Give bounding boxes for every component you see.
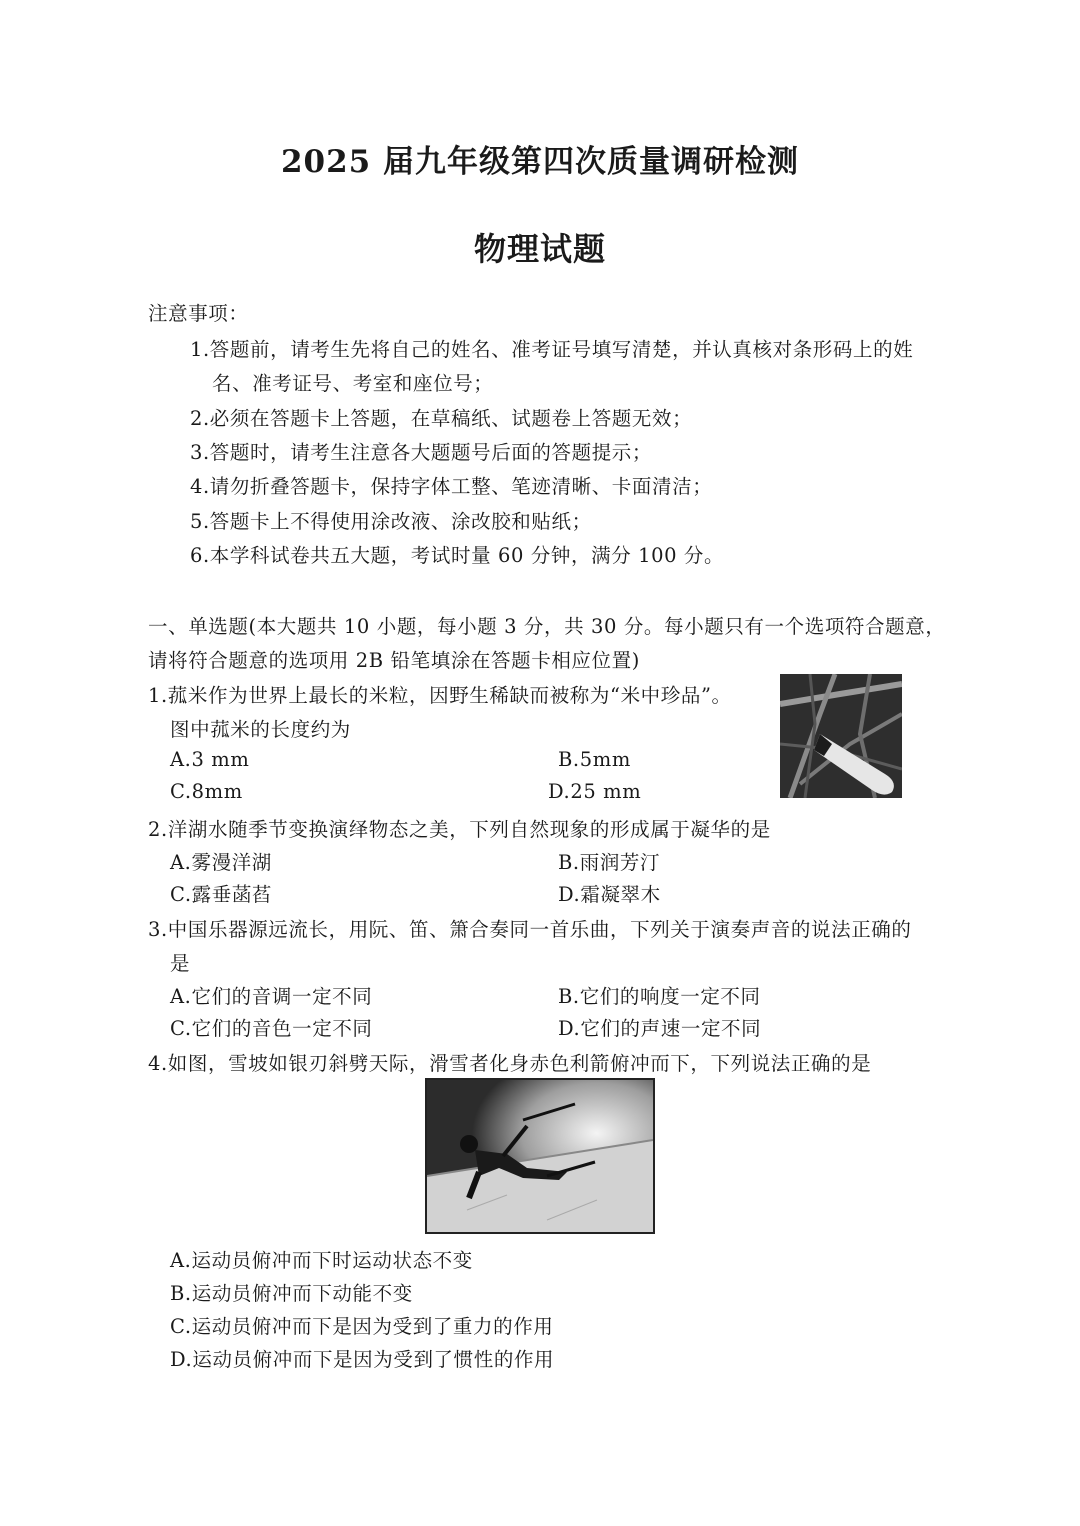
notice-item-6: 6.本学科试卷共五大题，考试时量 60 分钟，满分 100 分。: [190, 544, 725, 567]
q3-option-b: B.它们的响度一定不同: [558, 985, 761, 1008]
section1-heading: 一、单选题(本大题共 10 小题，每小题 3 分，共 30 分。每小题只有一个选项符合题意，: [148, 615, 946, 638]
q3-stem-cont: 是: [170, 952, 191, 975]
q4-option-a: A.运动员俯冲而下时运动状态不变: [170, 1249, 473, 1272]
wild-rice-photo: [780, 674, 902, 798]
q2-option-c: C.露垂菡萏: [170, 883, 273, 906]
notice-item-2: 2.必须在答题卡上答题，在草稿纸、试题卷上答题无效；: [190, 407, 693, 430]
notice-item-1: 1.答题前，请考生先将自己的姓名、准考证号填写清楚，并认真核对条形码上的姓: [190, 338, 914, 361]
q3-stem: 3.中国乐器源远流长，用阮、笛、箫合奏同一首乐曲，下列关于演奏声音的说法正确的: [148, 918, 912, 941]
q2-option-d: D.霜凝翠木: [558, 883, 661, 906]
q4-option-d: D.运动员俯冲而下是因为受到了惯性的作用: [170, 1348, 555, 1371]
q2-option-a: A.雾漫洋湖: [170, 851, 272, 874]
q1-option-b: B.5mm: [558, 748, 631, 771]
notice-item-5: 5.答题卡上不得使用涂改液、涂改胶和贴纸；: [190, 510, 592, 533]
q3-option-c: C.它们的音色一定不同: [170, 1017, 373, 1040]
notice-item-1-cont: 名、准考证号、考室和座位号；: [212, 372, 494, 395]
q1-option-a: A.3 mm: [170, 748, 250, 771]
q3-option-a: A.它们的音调一定不同: [170, 985, 373, 1008]
exam-title: 2025 届九年级第四次质量调研检测: [280, 144, 800, 180]
q4-option-b: B.运动员俯冲而下动能不变: [170, 1282, 413, 1305]
section1-heading-cont: 请将符合题意的选项用 2B 铅笔填涂在答题卡相应位置): [148, 649, 640, 672]
notice-item-4: 4.请勿折叠答题卡，保持字体工整、笔迹清晰、卡面清洁；: [190, 475, 713, 498]
q1-option-d: D.25 mm: [548, 780, 642, 803]
q1-stem: 1.菰米作为世界上最长的米粒，因野生稀缺而被称为“米中珍品”。: [148, 684, 732, 707]
subject-title: 物理试题: [473, 230, 606, 268]
q2-option-b: B.雨润芳汀: [558, 851, 661, 874]
q2-stem: 2.洋湖水随季节变换演绎物态之美，下列自然现象的形成属于凝华的是: [148, 818, 771, 841]
q4-option-c: C.运动员俯冲而下是因为受到了重力的作用: [170, 1315, 554, 1338]
q1-option-c: C.8mm: [170, 780, 243, 803]
notice-item-3: 3.答题时，请考生注意各大题题号后面的答题提示；: [190, 441, 653, 464]
skier-photo: [425, 1078, 655, 1234]
q3-option-d: D.它们的声速一定不同: [558, 1017, 762, 1040]
notice-heading: 注意事项：: [148, 302, 249, 325]
q4-stem: 4.如图，雪坡如银刃斜劈天际，滑雪者化身赤色利箭俯冲而下，下列说法正确的是: [148, 1052, 872, 1075]
q1-stem-cont: 图中菰米的长度约为: [170, 718, 351, 741]
